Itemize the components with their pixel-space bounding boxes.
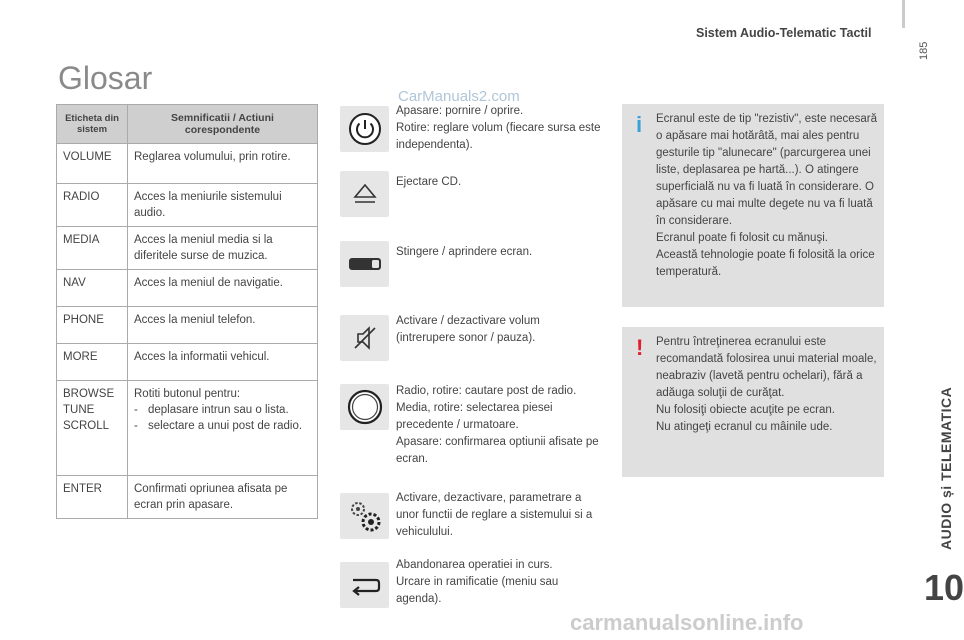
icon-description <box>396 244 601 261</box>
icon-description-line: Abandonarea operatiei in curs. <box>396 559 553 571</box>
screen-toggle-button[interactable] <box>340 241 389 287</box>
table-row <box>57 307 318 344</box>
row-label: VOLUME <box>57 144 128 184</box>
table-row <box>57 144 318 184</box>
row-label: PHONE <box>57 307 128 344</box>
table-header-label: Eticheta din sistem <box>57 105 128 144</box>
row-label-line: TUNE <box>63 404 95 416</box>
rotary-knob-icon <box>347 389 383 425</box>
list-item-text: selectare a unui post de radio. <box>148 420 303 432</box>
info-note-text: Ecranul este de tip "rezistiv", este necesară o apăsare mai hotărâtă, mai ales pentru gesturile tip "alunecare" (parcurgerea unei liste, deplasarea pe hartă...). O atingere superficială nu va fi luată în considerare. O apăsare cu mai multe degete nu va fi luată în considerare. Ecranul poate fi folosit cu mănuşi. Această tehnologie poate fi folosită la orice temperatură. <box>656 113 878 278</box>
warning-note-box <box>622 327 884 477</box>
row-label: ENTER <box>57 476 128 519</box>
icon-description-line: Urcare in ramificatie (meniu sau agenda). <box>396 576 559 605</box>
row-label: MEDIA <box>57 227 128 270</box>
warning-icon: ! <box>636 335 644 360</box>
row-text-block <box>128 381 318 476</box>
table-row <box>57 344 318 381</box>
icon-description-line: Apasare: pornire / oprire. <box>396 105 524 117</box>
table-row <box>57 381 318 476</box>
header-title: Sistem Audio-Telematic Tactil <box>696 26 872 40</box>
side-chapter-title: AUDIO și TELEMATICA <box>938 386 954 550</box>
warning-note-text: Pentru întreţinerea ecranului este recomandată folosirea unui material moale, neabraziv (lavetă pentru ochelari), fără a adăuga soluţii de curăţat. Nu folosiţi obiecte acuţite pe ecran. Nu atingeţi ecranul cu mâinile ude. <box>656 336 877 433</box>
icon-description <box>396 490 601 541</box>
icon-description-line: Activare, dezactivare, parametrare a unor functii de reglare a sistemului si a vehiculului. <box>396 492 593 538</box>
info-icon: i <box>636 112 643 137</box>
eject-button[interactable] <box>340 171 389 217</box>
icon-description-line: Media, rotire: selectarea piesei precedente / urmatoare. <box>396 402 553 431</box>
icon-description <box>396 557 601 608</box>
table-header-row <box>57 105 318 144</box>
row-text: Acces la meniurile sistemului audio. <box>128 184 318 227</box>
row-label: RADIO <box>57 184 128 227</box>
page-title: Glosar <box>58 60 153 96</box>
back-arrow-icon <box>348 574 382 596</box>
list-item <box>134 402 311 418</box>
power-button[interactable] <box>340 106 389 152</box>
rotary-knob[interactable] <box>340 384 389 430</box>
row-text: Reglarea volumului, prin rotire. <box>128 144 318 184</box>
row-label-line: BROWSE <box>63 388 115 400</box>
mute-icon <box>350 323 380 353</box>
watermark-bottom: carmanualsonline.info <box>570 610 804 635</box>
dash-bullet: - <box>134 420 138 432</box>
icon-description-line: Stingere / aprindere ecran. <box>396 246 533 258</box>
row-text: Rotiti butonul pentru: <box>134 388 241 400</box>
table-row <box>57 184 318 227</box>
row-text: Confirmati opriunea afisata pe ecran prin apasare. <box>128 476 318 519</box>
settings-gears-icon <box>346 497 384 535</box>
dash-bullet: - <box>134 404 138 416</box>
table-header-meaning: Semnificatii / Actiuni corespondente <box>128 105 318 144</box>
screen-toggle-icon <box>348 256 382 272</box>
back-button[interactable] <box>340 562 389 608</box>
header-rule <box>902 0 905 28</box>
table-row <box>57 270 318 307</box>
icon-description <box>396 383 601 468</box>
row-label: MORE <box>57 344 128 381</box>
row-label-line: SCROLL <box>63 420 110 432</box>
row-label: NAV <box>57 270 128 307</box>
settings-button[interactable] <box>340 493 389 539</box>
glossary-table <box>56 104 318 519</box>
icon-description-line: Ejectare CD. <box>396 176 462 188</box>
icon-description-line: Apasare: confirmarea optiunii afisate pe ecran. <box>396 436 599 465</box>
row-text: Acces la meniul telefon. <box>128 307 318 344</box>
info-note-box <box>622 104 884 307</box>
icon-description-line: Rotire: reglare volum (fiecare sursa este independenta). <box>396 122 601 151</box>
icon-description-line: Activare / dezactivare volum (intrerupere sonor / pauza). <box>396 315 540 344</box>
list-item-text: deplasare intrun sau o lista. <box>148 404 289 416</box>
chapter-number: 10 <box>924 567 964 608</box>
row-text: Acces la meniul de navigatie. <box>128 270 318 307</box>
icon-description <box>396 103 601 154</box>
icon-description <box>396 174 601 191</box>
mute-button[interactable] <box>340 315 389 361</box>
icon-description-line: Radio, rotire: cautare post de radio. <box>396 385 577 397</box>
eject-icon <box>352 182 378 206</box>
row-label <box>57 381 128 476</box>
list-item <box>134 418 311 434</box>
power-icon <box>348 112 382 146</box>
icon-description <box>396 313 601 347</box>
row-text: Acces la meniul media si la diferitele surse de muzica. <box>128 227 318 270</box>
page-number: 185 <box>918 41 930 60</box>
row-text: Acces la informatii vehicul. <box>128 344 318 381</box>
table-row <box>57 227 318 270</box>
table-row <box>57 476 318 519</box>
watermark-top: CarManuals2.com <box>398 88 520 105</box>
